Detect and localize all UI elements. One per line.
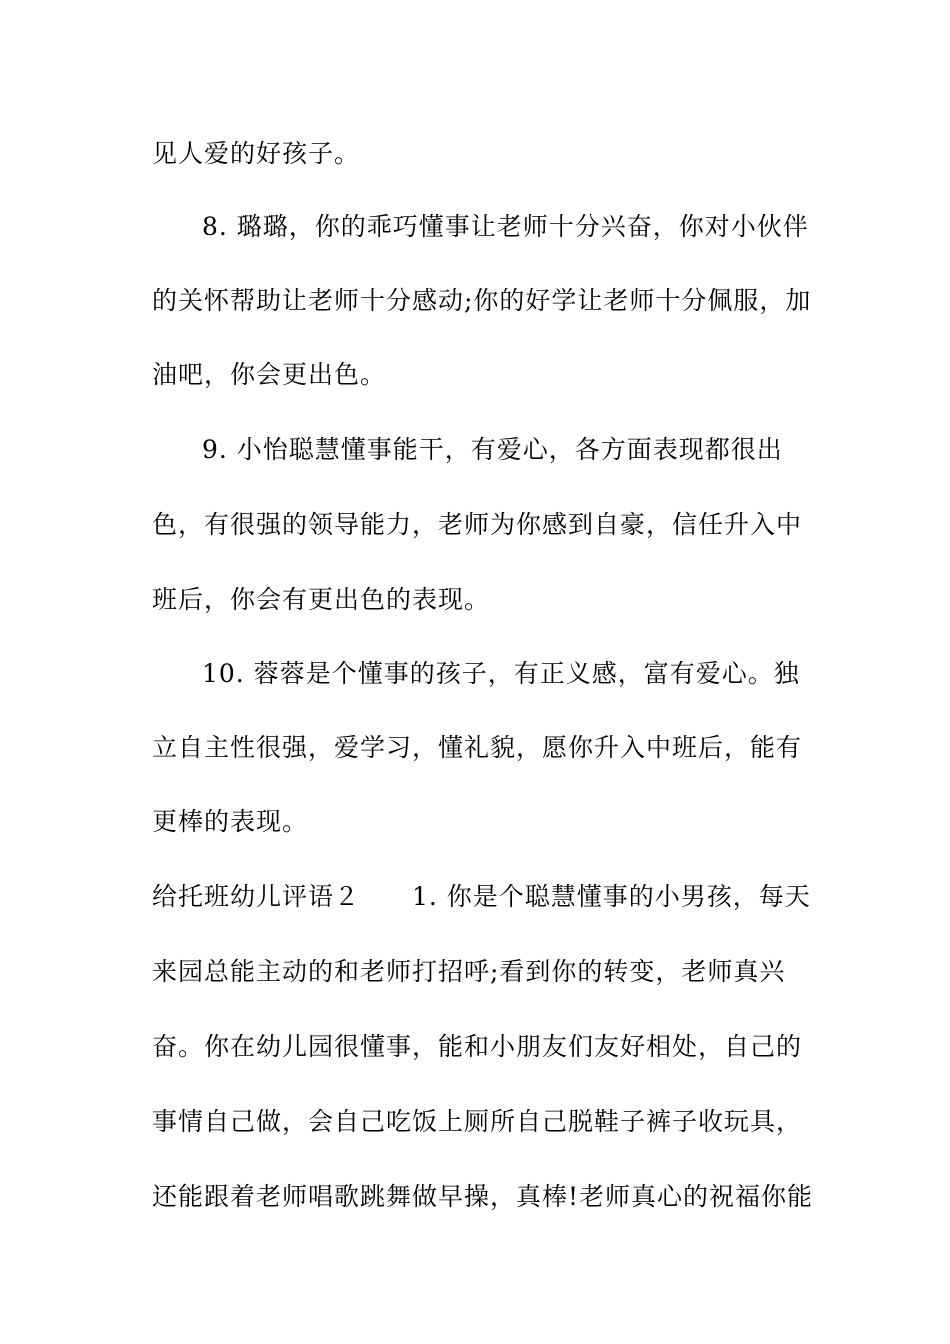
text-line: 色，有很强的领导能力，老师为你感到自豪，信任升入中 <box>152 510 803 539</box>
text-line: 油吧，你会更出色。 <box>152 360 387 389</box>
text-line: 更棒的表现。 <box>152 807 309 836</box>
text-line: 8. 璐璐，你的乖巧懂事让老师十分兴奋，你对小伙伴 <box>202 212 809 241</box>
text-line: 10. 蓉蓉是个懂事的孩子，有正义感，富有爱心。独 <box>202 659 800 688</box>
text-line: 给托班幼儿评语２ 1. 你是个聪慧懂事的小男孩，每天 <box>152 882 811 911</box>
text-line: 的关怀帮助让老师十分感动;你的好学让老师十分佩服，加 <box>152 286 812 315</box>
text-line: 事情自己做，会自己吃饭上厕所自己脱鞋子裤子收玩具， <box>152 1107 803 1136</box>
text-line: 立自主性很强，爱学习，懂礼貌，愿你升入中班后，能有 <box>152 733 803 762</box>
text-line: 奋。你在幼儿园很懂事，能和小朋友们友好相处，自己的 <box>152 1032 803 1061</box>
text-line: 班后，你会有更出色的表现。 <box>152 585 491 614</box>
text-line: 见人爱的好孩子。 <box>152 139 361 168</box>
text-line: 来园总能主动的和老师打招呼;看到你的转变，老师真兴 <box>152 957 786 986</box>
text-line: 9. 小怡聪慧懂事能干，有爱心，各方面表现都很出 <box>202 435 783 464</box>
text-line: 还能跟着老师唱歌跳舞做早操，真棒!老师真心的祝福你能 <box>152 1182 814 1211</box>
